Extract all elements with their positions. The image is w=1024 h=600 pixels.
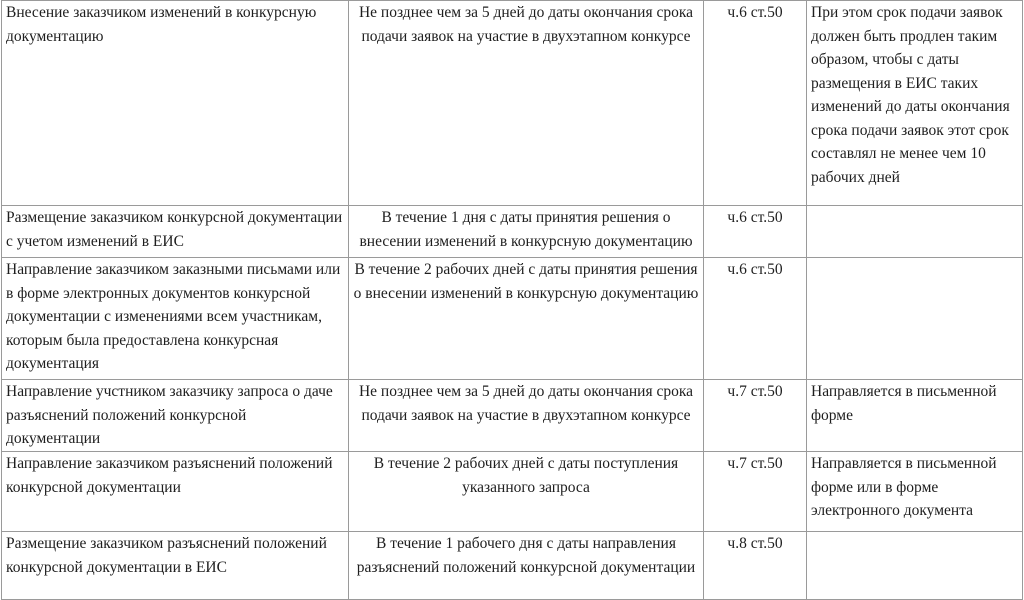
table-row (2, 532, 1023, 600)
action-cell: Направление заказчиком разъяснений положений конкурсной документации (2, 452, 349, 532)
term-cell: Не позднее чем за 5 дней до даты окончания срока подачи заявок на участие в двухэтапном конкурсе (349, 380, 704, 452)
term-cell: В течение 2 рабочих дней с даты поступления указанного запроса (349, 452, 704, 532)
table-row (2, 452, 1023, 532)
note-cell: Направляется в письменной форме (807, 380, 1023, 452)
note-cell (807, 532, 1023, 600)
note-cell (807, 258, 1023, 380)
term-cell: В течение 1 дня с даты принятия решения о внесении изменений в конкурсную документацию (349, 206, 704, 258)
action-cell: Направление учстником заказчику запроса о даче разъяснений положений конкурсной документации (2, 380, 349, 452)
note-cell: При этом срок подачи заявок должен быть продлен таким образом, чтобы с даты размещения в ЕИС таких изменений до даты окончания срока подачи заявок этот срок составлял не менее чем 10 рабочих дней (807, 1, 1023, 206)
article-cell: ч.7 ст.50 (704, 452, 807, 532)
article-cell: ч.6 ст.50 (704, 206, 807, 258)
action-cell: Размещение заказчиком конкурсной документации с учетом изменений в ЕИС (2, 206, 349, 258)
term-cell: Не позднее чем за 5 дней до даты окончания срока подачи заявок на участие в двухэтапном конкурсе (349, 1, 704, 206)
article-cell: ч.7 ст.50 (704, 380, 807, 452)
note-cell (807, 206, 1023, 258)
article-cell: ч.8 ст.50 (704, 532, 807, 600)
term-cell: В течение 1 рабочего дня с даты направления разъяснений положений конкурсной документации (349, 532, 704, 600)
article-cell: ч.6 ст.50 (704, 258, 807, 380)
article-cell: ч.6 ст.50 (704, 1, 807, 206)
table-row (2, 206, 1023, 258)
table-row (2, 1, 1023, 206)
table-row (2, 258, 1023, 380)
deadlines-table (1, 0, 1023, 600)
action-cell: Размещение заказчиком разъяснений положений конкурсной документации в ЕИС (2, 532, 349, 600)
table-row (2, 380, 1023, 452)
action-cell: Направление заказчиком заказными письмами или в форме электронных документов конкурсной документации с изменениями всем участникам, которым была предоставлена конкурсная документация (2, 258, 349, 380)
action-cell: Внесение заказчиком изменений в конкурсную документацию (2, 1, 349, 206)
term-cell: В течение 2 рабочих дней с даты принятия решения о внесении изменений в конкурсную документацию (349, 258, 704, 380)
note-cell: Направляется в письменной форме или в форме электронного документа (807, 452, 1023, 532)
